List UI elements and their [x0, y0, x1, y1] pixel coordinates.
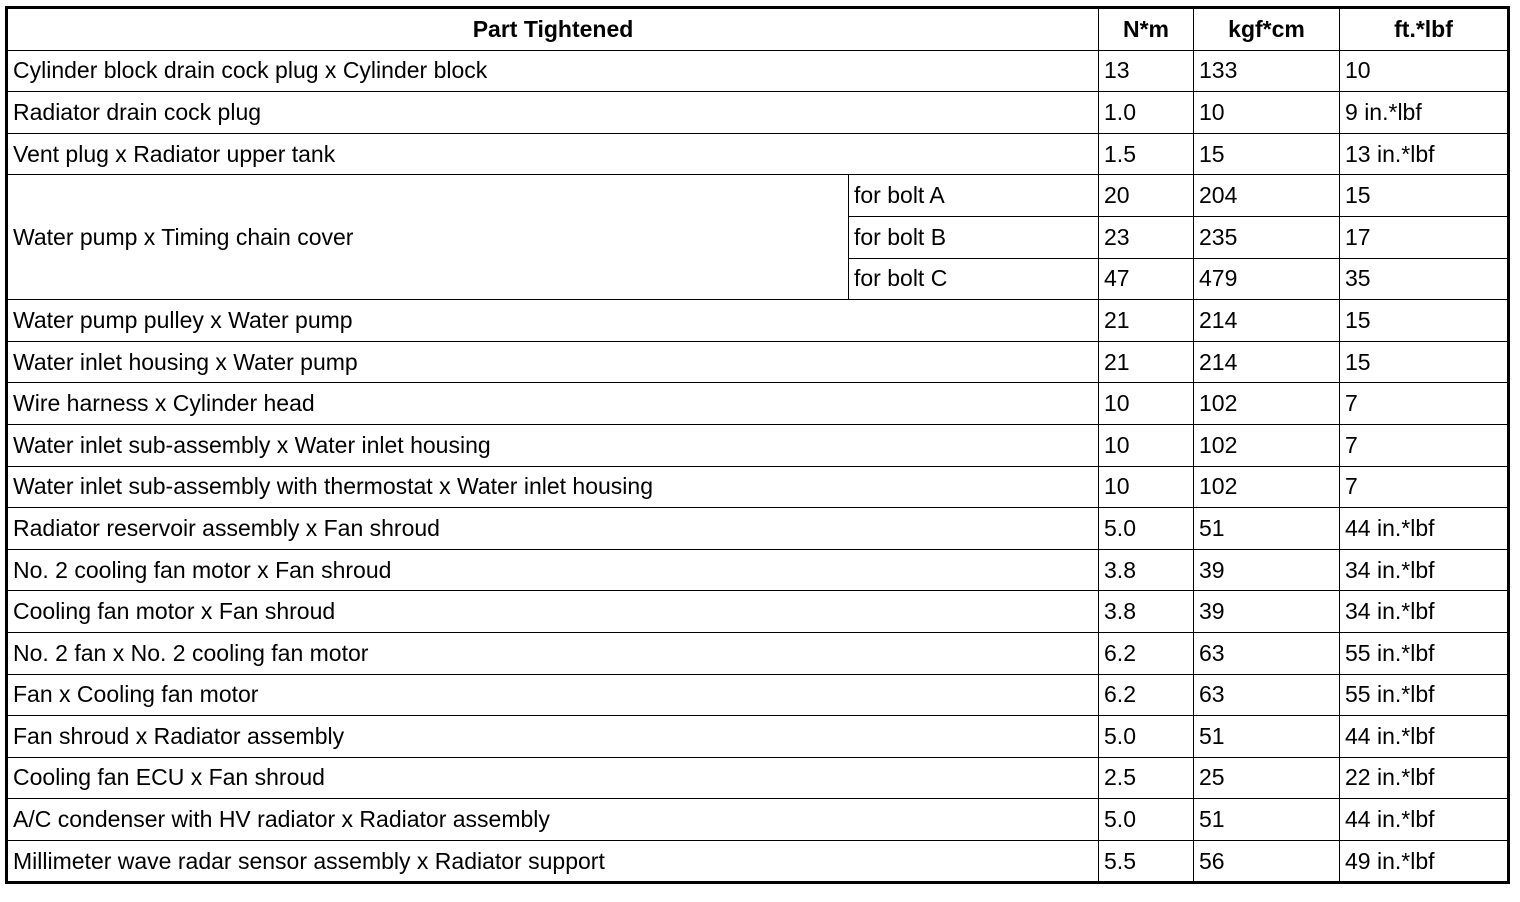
nm-cell: 1.0 [1099, 92, 1194, 134]
ft-cell: 7 [1340, 466, 1509, 508]
nm-cell: 6.2 [1099, 632, 1194, 674]
table-row [7, 133, 1509, 175]
ft-cell: 13 in.*lbf [1340, 133, 1509, 175]
table-row [7, 424, 1509, 466]
table-row [7, 716, 1509, 758]
table-row [7, 50, 1509, 92]
kgf-cell: 102 [1194, 424, 1340, 466]
nm-cell: 5.0 [1099, 508, 1194, 550]
kgf-cell: 51 [1194, 716, 1340, 758]
part-cell: A/C condenser with HV radiator x Radiator assembly [7, 799, 1099, 841]
nm-cell: 10 [1099, 466, 1194, 508]
table-row [7, 466, 1509, 508]
kgf-cell: 10 [1194, 92, 1340, 134]
part-cell: Radiator drain cock plug [7, 92, 1099, 134]
header-nm: N*m [1099, 8, 1194, 51]
table-row [7, 549, 1509, 591]
nm-cell: 13 [1099, 50, 1194, 92]
torque-table [5, 6, 1510, 884]
kgf-cell: 214 [1194, 300, 1340, 342]
sub-part-cell: for bolt B [849, 216, 1099, 258]
table-row [7, 300, 1509, 342]
table-row [7, 674, 1509, 716]
kgf-cell: 51 [1194, 508, 1340, 550]
kgf-cell: 102 [1194, 466, 1340, 508]
table-row [7, 799, 1509, 841]
part-cell: Water inlet housing x Water pump [7, 341, 1099, 383]
part-cell: Vent plug x Radiator upper tank [7, 133, 1099, 175]
part-cell: Wire harness x Cylinder head [7, 383, 1099, 425]
nm-cell: 10 [1099, 424, 1194, 466]
table-row [7, 508, 1509, 550]
part-cell: Water inlet sub-assembly x Water inlet housing [7, 424, 1099, 466]
kgf-cell: 235 [1194, 216, 1340, 258]
ft-cell: 22 in.*lbf [1340, 757, 1509, 799]
kgf-cell: 214 [1194, 341, 1340, 383]
ft-cell: 34 in.*lbf [1340, 591, 1509, 633]
part-cell: Water pump pulley x Water pump [7, 300, 1099, 342]
kgf-cell: 39 [1194, 591, 1340, 633]
nm-cell: 1.5 [1099, 133, 1194, 175]
nm-cell: 21 [1099, 300, 1194, 342]
ft-cell: 7 [1340, 424, 1509, 466]
table-row [7, 383, 1509, 425]
ft-cell: 35 [1340, 258, 1509, 300]
ft-cell: 15 [1340, 300, 1509, 342]
part-cell: Fan shroud x Radiator assembly [7, 716, 1099, 758]
part-cell: Millimeter wave radar sensor assembly x Radiator support [7, 840, 1099, 883]
ft-cell: 15 [1340, 175, 1509, 217]
table-row [7, 591, 1509, 633]
part-cell: Cylinder block drain cock plug x Cylinder block [7, 50, 1099, 92]
kgf-cell: 479 [1194, 258, 1340, 300]
kgf-cell: 15 [1194, 133, 1340, 175]
nm-cell: 10 [1099, 383, 1194, 425]
header-kgf-cm: kgf*cm [1194, 8, 1340, 51]
kgf-cell: 51 [1194, 799, 1340, 841]
part-cell: Cooling fan ECU x Fan shroud [7, 757, 1099, 799]
kgf-cell: 56 [1194, 840, 1340, 883]
ft-cell: 44 in.*lbf [1340, 799, 1509, 841]
table-row [7, 175, 1509, 217]
nm-cell: 6.2 [1099, 674, 1194, 716]
sub-part-cell: for bolt C [849, 258, 1099, 300]
header-row [7, 8, 1509, 51]
nm-cell: 5.0 [1099, 716, 1194, 758]
nm-cell: 47 [1099, 258, 1194, 300]
ft-cell: 15 [1340, 341, 1509, 383]
nm-cell: 20 [1099, 175, 1194, 217]
nm-cell: 3.8 [1099, 591, 1194, 633]
part-cell: No. 2 fan x No. 2 cooling fan motor [7, 632, 1099, 674]
part-cell: Water pump x Timing chain cover [7, 175, 849, 300]
table-row [7, 757, 1509, 799]
header-part-tightened: Part Tightened [7, 8, 1099, 51]
kgf-cell: 204 [1194, 175, 1340, 217]
kgf-cell: 25 [1194, 757, 1340, 799]
kgf-cell: 63 [1194, 674, 1340, 716]
kgf-cell: 39 [1194, 549, 1340, 591]
ft-cell: 55 in.*lbf [1340, 632, 1509, 674]
part-cell: Fan x Cooling fan motor [7, 674, 1099, 716]
ft-cell: 49 in.*lbf [1340, 840, 1509, 883]
nm-cell: 5.0 [1099, 799, 1194, 841]
ft-cell: 17 [1340, 216, 1509, 258]
header-ft-lbf: ft.*lbf [1340, 8, 1509, 51]
kgf-cell: 63 [1194, 632, 1340, 674]
table-row [7, 92, 1509, 134]
table-row [7, 632, 1509, 674]
part-cell: Cooling fan motor x Fan shroud [7, 591, 1099, 633]
nm-cell: 5.5 [1099, 840, 1194, 883]
nm-cell: 23 [1099, 216, 1194, 258]
ft-cell: 10 [1340, 50, 1509, 92]
ft-cell: 55 in.*lbf [1340, 674, 1509, 716]
ft-cell: 44 in.*lbf [1340, 716, 1509, 758]
kgf-cell: 133 [1194, 50, 1340, 92]
nm-cell: 21 [1099, 341, 1194, 383]
nm-cell: 2.5 [1099, 757, 1194, 799]
ft-cell: 7 [1340, 383, 1509, 425]
kgf-cell: 102 [1194, 383, 1340, 425]
table-row [7, 341, 1509, 383]
ft-cell: 9 in.*lbf [1340, 92, 1509, 134]
ft-cell: 34 in.*lbf [1340, 549, 1509, 591]
ft-cell: 44 in.*lbf [1340, 508, 1509, 550]
nm-cell: 3.8 [1099, 549, 1194, 591]
part-cell: Radiator reservoir assembly x Fan shroud [7, 508, 1099, 550]
table-row [7, 840, 1509, 883]
part-cell: No. 2 cooling fan motor x Fan shroud [7, 549, 1099, 591]
part-cell: Water inlet sub-assembly with thermostat x Water inlet housing [7, 466, 1099, 508]
sub-part-cell: for bolt A [849, 175, 1099, 217]
